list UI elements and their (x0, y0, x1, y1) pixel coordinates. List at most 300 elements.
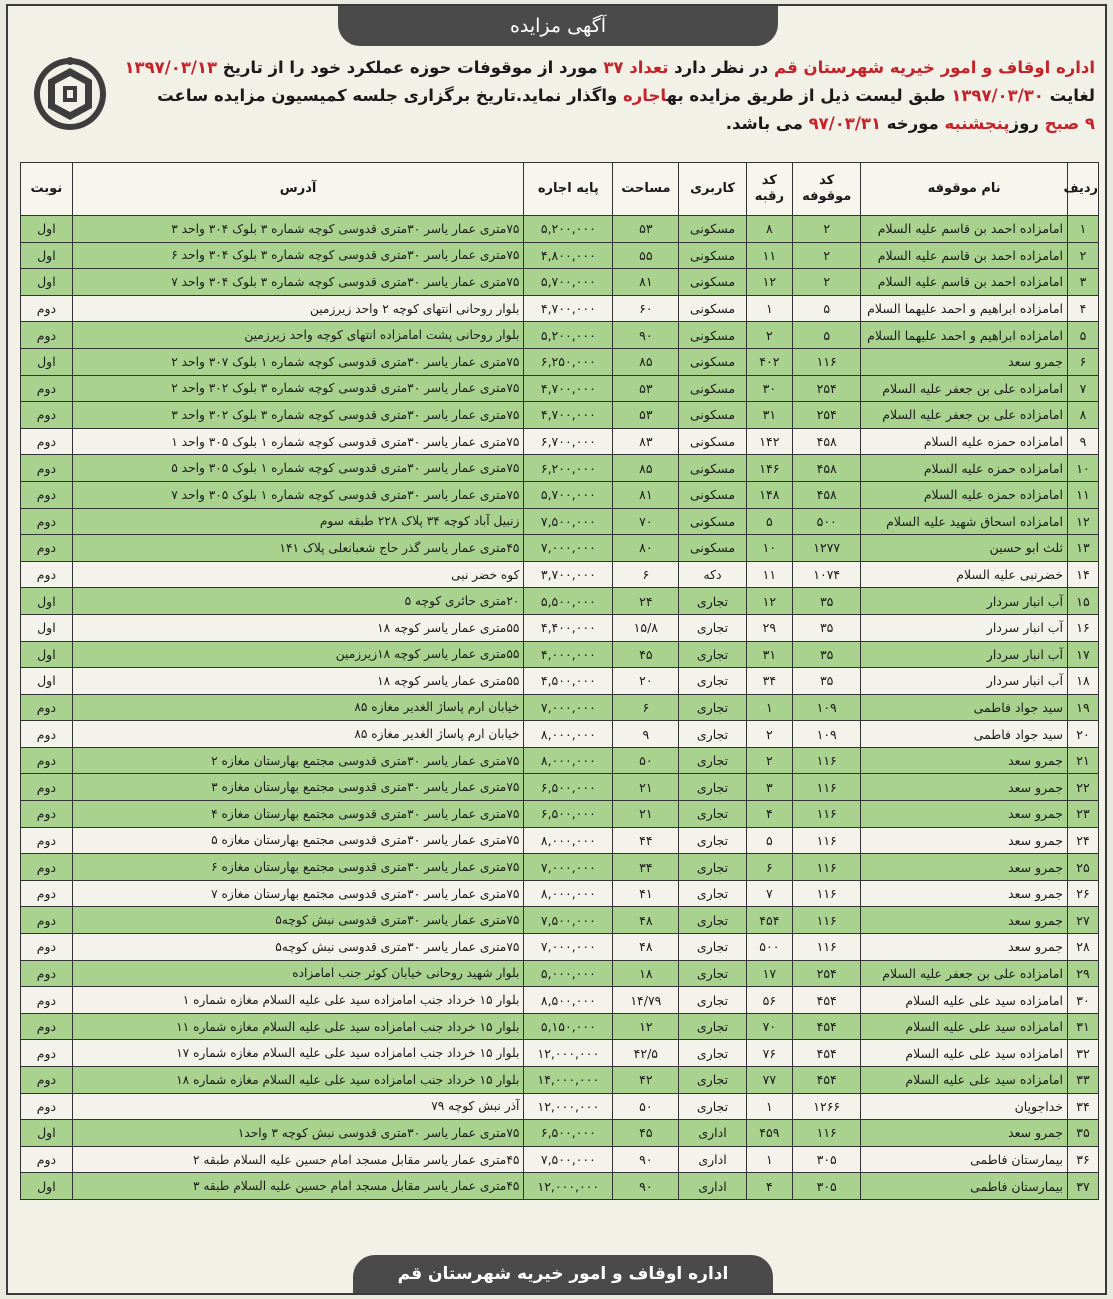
table-row (21, 827, 1099, 854)
cell-endowment-name: آب انبار سردار (861, 668, 1068, 695)
cell-usage: مسکونی (679, 455, 746, 482)
table-row (21, 880, 1099, 907)
cell-row-number: ۶ (1068, 348, 1099, 375)
cell-area: ۹ (613, 721, 679, 748)
cell-address: ۵۵متری عمار یاسر کوچه ۱۸ (72, 668, 524, 695)
cell-area: ۴۵ (613, 641, 679, 668)
cell-endowment-code: ۴۵۴ (793, 1013, 861, 1040)
table-row (21, 854, 1099, 881)
cell-endowment-code: ۱۱۶ (793, 880, 861, 907)
cell-row-number: ۲۷ (1068, 907, 1099, 934)
table-row (21, 561, 1099, 588)
cell-base-rent: ۵,۲۰۰,۰۰۰ (524, 216, 613, 243)
cell-endowment-code: ۲ (793, 269, 861, 296)
cell-parcel-code: ۱ (746, 1093, 793, 1120)
cell-address: بلوار ۱۵ خرداد جنب امامزاده سید علی علیه السلام مغازه شماره ۱ (72, 987, 524, 1014)
cell-address: آذر نبش کوچه ۷۹ (72, 1093, 524, 1120)
cell-usage: تجاری (679, 641, 746, 668)
column-header-parcel-code: کد رقبه (746, 163, 793, 216)
table-row (21, 774, 1099, 801)
cell-round: دوم (21, 721, 73, 748)
cell-base-rent: ۵,۰۰۰,۰۰۰ (524, 960, 613, 987)
table-row (21, 721, 1099, 748)
table-row (21, 1093, 1099, 1120)
cell-address: ۵۵متری عمار یاسر کوچه ۱۸ (72, 614, 524, 641)
cell-usage: مسکونی (679, 428, 746, 455)
cell-row-number: ۱۰ (1068, 455, 1099, 482)
cell-usage: اداری (679, 1120, 746, 1147)
intro-text: واگذار نماید.تاریخ برگزاری جلسه کمیسیون مزایده ساعت (157, 86, 624, 105)
cell-area: ۸۵ (613, 348, 679, 375)
cell-endowment-name: امامزاده ابراهیم و احمد علیهما السلام (861, 322, 1068, 349)
cell-parcel-code: ۱۱ (746, 242, 793, 269)
table-row (21, 614, 1099, 641)
cell-base-rent: ۴,۷۰۰,۰۰۰ (524, 295, 613, 322)
cell-round: دوم (21, 907, 73, 934)
cell-row-number: ۲۰ (1068, 721, 1099, 748)
cell-row-number: ۱۱ (1068, 481, 1099, 508)
cell-address: بلوار ۱۵ خرداد جنب امامزاده سید علی علیه السلام مغازه شماره ۱۸ (72, 1067, 524, 1094)
cell-area: ۵۰ (613, 1093, 679, 1120)
cell-row-number: ۲ (1068, 242, 1099, 269)
cell-address: ۷۵متری عمار یاسر ۳۰متری قدوسی نبش کوچه۵ (72, 934, 524, 961)
cell-address: ۷۵متری عمار یاسر ۳۰متری قدوسی نبش کوچه ۳ واحد۱ (72, 1120, 524, 1147)
cell-usage: مسکونی (679, 348, 746, 375)
cell-area: ۶۰ (613, 295, 679, 322)
cell-base-rent: ۵,۷۰۰,۰۰۰ (524, 269, 613, 296)
cell-area: ۴۴ (613, 827, 679, 854)
column-header-row-number: ردیف (1068, 163, 1099, 216)
intro-line-1 (105, 54, 1095, 82)
cell-endowment-name: امامزاده علی بن جعفر علیه السلام (861, 402, 1068, 429)
cell-row-number: ۳۴ (1068, 1093, 1099, 1120)
cell-area: ۸۱ (613, 269, 679, 296)
table-row (21, 987, 1099, 1014)
cell-usage: تجاری (679, 694, 746, 721)
cell-row-number: ۱۶ (1068, 614, 1099, 641)
cell-base-rent: ۶,۵۰۰,۰۰۰ (524, 774, 613, 801)
cell-parcel-code: ۱ (746, 694, 793, 721)
cell-base-rent: ۴,۷۰۰,۰۰۰ (524, 375, 613, 402)
table-row (21, 1067, 1099, 1094)
cell-parcel-code: ۵۰۰ (746, 934, 793, 961)
cell-endowment-name: جمرو سعد (861, 747, 1068, 774)
cell-area: ۱۴/۷۹ (613, 987, 679, 1014)
cell-row-number: ۲۶ (1068, 880, 1099, 907)
cell-round: دوم (21, 455, 73, 482)
cell-parcel-code: ۴۰۲ (746, 348, 793, 375)
cell-endowment-name: امامزاده حمزه علیه السلام (861, 455, 1068, 482)
cell-row-number: ۱۹ (1068, 694, 1099, 721)
table-row (21, 216, 1099, 243)
cell-endowment-code: ۴۵۸ (793, 481, 861, 508)
cell-endowment-code: ۳۰۵ (793, 1146, 861, 1173)
cell-endowment-name: جمرو سعد (861, 934, 1068, 961)
table-row (21, 960, 1099, 987)
cell-base-rent: ۵,۲۰۰,۰۰۰ (524, 322, 613, 349)
cell-round: اول (21, 588, 73, 615)
cell-usage: تجاری (679, 987, 746, 1014)
cell-base-rent: ۷,۵۰۰,۰۰۰ (524, 508, 613, 535)
cell-row-number: ۱۲ (1068, 508, 1099, 535)
cell-parcel-code: ۸ (746, 216, 793, 243)
cell-round: دوم (21, 880, 73, 907)
cell-parcel-code: ۳ (746, 774, 793, 801)
cell-endowment-code: ۵ (793, 322, 861, 349)
column-header-address: آدرس (72, 163, 524, 216)
cell-row-number: ۳۷ (1068, 1173, 1099, 1200)
cell-area: ۵۳ (613, 216, 679, 243)
cell-row-number: ۲۳ (1068, 801, 1099, 828)
cell-base-rent: ۸,۵۰۰,۰۰۰ (524, 987, 613, 1014)
cell-usage: تجاری (679, 1067, 746, 1094)
cell-endowment-code: ۱۱۶ (793, 1120, 861, 1147)
cell-address: ۷۵متری عمار یاسر ۳۰متری قدوسی کوچه شماره ۱ بلوک ۳۰۵ واحد ۵ (72, 455, 524, 482)
table-row (21, 455, 1099, 482)
cell-endowment-name: امامزاده سید علی علیه السلام (861, 1040, 1068, 1067)
cell-row-number: ۱ (1068, 216, 1099, 243)
table-row (21, 588, 1099, 615)
cell-round: دوم (21, 1093, 73, 1120)
cell-address: خیابان ارم پاساژ الغدیر مغازه ۸۵ (72, 694, 524, 721)
cell-address: ۷۵متری عمار یاسر ۳۰متری قدوسی مجتمع بهارستان مغازه ۶ (72, 854, 524, 881)
cell-endowment-code: ۵ (793, 295, 861, 322)
cell-round: دوم (21, 747, 73, 774)
cell-row-number: ۴ (1068, 295, 1099, 322)
cell-endowment-code: ۱۰۹ (793, 694, 861, 721)
cell-usage: تجاری (679, 747, 746, 774)
cell-address: ۷۵متری عمار یاسر ۳۰متری قدوسی مجتمع بهارستان مغازه ۵ (72, 827, 524, 854)
table-row (21, 322, 1099, 349)
cell-endowment-code: ۲۵۴ (793, 375, 861, 402)
cell-endowment-name: خضرنبی علیه السلام (861, 561, 1068, 588)
auction-table (20, 162, 1099, 1200)
cell-base-rent: ۶,۵۰۰,۰۰۰ (524, 801, 613, 828)
cell-row-number: ۱۷ (1068, 641, 1099, 668)
cell-endowment-code: ۴۵۴ (793, 1040, 861, 1067)
cell-parcel-code: ۳۱ (746, 402, 793, 429)
intro-text: در نظر دارد (668, 58, 774, 77)
cell-endowment-name: امامزاده احمد بن قاسم علیه السلام (861, 216, 1068, 243)
cell-base-rent: ۷,۰۰۰,۰۰۰ (524, 694, 613, 721)
cell-row-number: ۲۹ (1068, 960, 1099, 987)
cell-row-number: ۲۸ (1068, 934, 1099, 961)
cell-parcel-code: ۴۵۹ (746, 1120, 793, 1147)
cell-base-rent: ۷,۰۰۰,۰۰۰ (524, 854, 613, 881)
cell-base-rent: ۴,۰۰۰,۰۰۰ (524, 641, 613, 668)
cell-parcel-code: ۱ (746, 1146, 793, 1173)
cell-row-number: ۳۰ (1068, 987, 1099, 1014)
column-header-usage: کاربری (679, 163, 746, 216)
cell-endowment-code: ۵۰۰ (793, 508, 861, 535)
cell-endowment-code: ۱۱۶ (793, 348, 861, 375)
cell-endowment-name: آب انبار سردار (861, 588, 1068, 615)
cell-endowment-code: ۲۵۴ (793, 960, 861, 987)
cell-parcel-code: ۷۷ (746, 1067, 793, 1094)
cell-round: دوم (21, 854, 73, 881)
cell-area: ۹۰ (613, 322, 679, 349)
cell-address: ۲۰متری حائری کوچه ۵ (72, 588, 524, 615)
intro-line-3 (105, 110, 1095, 138)
cell-round: اول (21, 216, 73, 243)
cell-base-rent: ۷,۵۰۰,۰۰۰ (524, 907, 613, 934)
cell-parcel-code: ۳۱ (746, 641, 793, 668)
cell-address: ۷۵متری عمار یاسر ۳۰متری قدوسی کوچه شماره ۳ بلوک ۳۰۴ واحد ۳ (72, 216, 524, 243)
cell-area: ۵۰ (613, 747, 679, 774)
cell-round: دوم (21, 1146, 73, 1173)
cell-parcel-code: ۴ (746, 1173, 793, 1200)
cell-parcel-code: ۱۴۶ (746, 455, 793, 482)
cell-base-rent: ۴,۵۰۰,۰۰۰ (524, 668, 613, 695)
cell-row-number: ۹ (1068, 428, 1099, 455)
cell-usage: مسکونی (679, 481, 746, 508)
intro-count: تعداد ۳۷ (603, 58, 669, 77)
cell-usage: تجاری (679, 774, 746, 801)
cell-row-number: ۳۶ (1068, 1146, 1099, 1173)
cell-area: ۲۱ (613, 801, 679, 828)
cell-usage: مسکونی (679, 242, 746, 269)
cell-base-rent: ۸,۰۰۰,۰۰۰ (524, 747, 613, 774)
cell-base-rent: ۵,۱۵۰,۰۰۰ (524, 1013, 613, 1040)
cell-round: اول (21, 668, 73, 695)
cell-address: ۴۵متری عمار یاسر مقابل مسجد امام حسین علیه السلام طبقه ۲ (72, 1146, 524, 1173)
cell-round: دوم (21, 1013, 73, 1040)
cell-endowment-code: ۴۵۸ (793, 428, 861, 455)
cell-row-number: ۷ (1068, 375, 1099, 402)
cell-endowment-name: جمرو سعد (861, 827, 1068, 854)
cell-usage: تجاری (679, 1013, 746, 1040)
table-header-row (21, 163, 1099, 216)
cell-endowment-name: جمرو سعد (861, 907, 1068, 934)
cell-parcel-code: ۶ (746, 854, 793, 881)
cell-usage: مسکونی (679, 402, 746, 429)
cell-endowment-name: امامزاده علی بن جعفر علیه السلام (861, 960, 1068, 987)
cell-row-number: ۸ (1068, 402, 1099, 429)
cell-endowment-name: امامزاده احمد بن قاسم علیه السلام (861, 242, 1068, 269)
cell-base-rent: ۸,۰۰۰,۰۰۰ (524, 827, 613, 854)
cell-parcel-code: ۲ (746, 721, 793, 748)
cell-round: دوم (21, 694, 73, 721)
table-row (21, 801, 1099, 828)
cell-row-number: ۳۲ (1068, 1040, 1099, 1067)
cell-address: ۷۵متری عمار یاسر ۳۰متری قدوسی مجتمع بهارستان مغازه ۲ (72, 747, 524, 774)
cell-endowment-code: ۴۵۴ (793, 987, 861, 1014)
cell-endowment-code: ۱۱۶ (793, 774, 861, 801)
cell-endowment-code: ۱۱۶ (793, 747, 861, 774)
cell-endowment-name: آب انبار سردار (861, 614, 1068, 641)
cell-usage: تجاری (679, 880, 746, 907)
cell-area: ۸۳ (613, 428, 679, 455)
cell-endowment-name: جمرو سعد (861, 880, 1068, 907)
intro-text: مورخه (881, 114, 945, 133)
cell-row-number: ۲۲ (1068, 774, 1099, 801)
cell-endowment-code: ۱۱۶ (793, 827, 861, 854)
table-row (21, 668, 1099, 695)
cell-endowment-code: ۳۵ (793, 641, 861, 668)
cell-base-rent: ۱۲,۰۰۰,۰۰۰ (524, 1093, 613, 1120)
cell-usage: مسکونی (679, 269, 746, 296)
cell-parcel-code: ۵ (746, 508, 793, 535)
cell-endowment-name: امامزاده سید علی علیه السلام (861, 987, 1068, 1014)
table-row (21, 641, 1099, 668)
cell-row-number: ۲۴ (1068, 827, 1099, 854)
cell-address: ۷۵متری عمار یاسر ۳۰متری قدوسی مجتمع بهارستان مغازه ۴ (72, 801, 524, 828)
cell-area: ۴۸ (613, 907, 679, 934)
cell-endowment-name: جمرو سعد (861, 348, 1068, 375)
cell-row-number: ۲۱ (1068, 747, 1099, 774)
cell-row-number: ۱۵ (1068, 588, 1099, 615)
cell-base-rent: ۷,۵۰۰,۰۰۰ (524, 1146, 613, 1173)
cell-base-rent: ۶,۵۰۰,۰۰۰ (524, 1120, 613, 1147)
cell-base-rent: ۶,۲۵۰,۰۰۰ (524, 348, 613, 375)
cell-endowment-name: امامزاده احمد بن قاسم علیه السلام (861, 269, 1068, 296)
cell-base-rent: ۴,۴۰۰,۰۰۰ (524, 614, 613, 641)
cell-usage: اداری (679, 1173, 746, 1200)
cell-usage: دکه (679, 561, 746, 588)
cell-round: اول (21, 641, 73, 668)
cell-usage: تجاری (679, 721, 746, 748)
cell-area: ۴۱ (613, 880, 679, 907)
cell-endowment-code: ۱۱۶ (793, 934, 861, 961)
cell-endowment-name: سید جواد فاطمی (861, 694, 1068, 721)
cell-usage: تجاری (679, 614, 746, 641)
cell-address: ۷۵متری عمار یاسر ۳۰متری قدوسی کوچه شماره ۱ بلوک ۳۰۵ واحد ۱ (72, 428, 524, 455)
cell-endowment-code: ۳۵ (793, 668, 861, 695)
cell-base-rent: ۳,۷۰۰,۰۰۰ (524, 561, 613, 588)
cell-base-rent: ۷,۰۰۰,۰۰۰ (524, 934, 613, 961)
cell-address: ۴۵متری عمار یاسر مقابل مسجد امام حسین علیه السلام طبقه ۳ (72, 1173, 524, 1200)
cell-endowment-code: ۱۱۶ (793, 854, 861, 881)
cell-round: دوم (21, 322, 73, 349)
cell-endowment-name: ثلث ابو حسین (861, 535, 1068, 562)
cell-endowment-name: جمرو سعد (861, 801, 1068, 828)
cell-usage: تجاری (679, 668, 746, 695)
cell-address: ۷۵متری عمار یاسر ۳۰متری قدوسی مجتمع بهارستان مغازه ۳ (72, 774, 524, 801)
cell-address: ۷۵متری عمار یاسر ۳۰متری قدوسی کوچه شماره ۱ بلوک ۳۰۷ واحد ۲ (72, 348, 524, 375)
cell-endowment-name: امامزاده ابراهیم و احمد علیهما السلام (861, 295, 1068, 322)
table-row (21, 428, 1099, 455)
table-row (21, 934, 1099, 961)
cell-row-number: ۳۵ (1068, 1120, 1099, 1147)
cell-area: ۴۸ (613, 934, 679, 961)
cell-parcel-code: ۱۰ (746, 535, 793, 562)
cell-parcel-code: ۱۲ (746, 588, 793, 615)
cell-row-number: ۱۴ (1068, 561, 1099, 588)
cell-endowment-name: امامزاده سید علی علیه السلام (861, 1013, 1068, 1040)
cell-endowment-code: ۲ (793, 216, 861, 243)
table-row (21, 375, 1099, 402)
cell-endowment-code: ۳۵ (793, 614, 861, 641)
cell-usage: مسکونی (679, 375, 746, 402)
cell-round: دوم (21, 428, 73, 455)
cell-area: ۸۱ (613, 481, 679, 508)
cell-usage: تجاری (679, 934, 746, 961)
cell-address: ۷۵متری عمار یاسر ۳۰متری قدوسی کوچه شماره ۳ بلوک ۳۰۲ واحد ۲ (72, 375, 524, 402)
intro-org-name: اداره اوقاف و امور خیریه شهرستان قم (774, 58, 1095, 77)
cell-base-rent: ۵,۵۰۰,۰۰۰ (524, 588, 613, 615)
cell-round: دوم (21, 801, 73, 828)
cell-address: ۷۵متری عمار یاسر ۳۰متری قدوسی کوچه شماره ۳ بلوک ۳۰۲ واحد ۳ (72, 402, 524, 429)
cell-base-rent: ۷,۰۰۰,۰۰۰ (524, 535, 613, 562)
table-row (21, 481, 1099, 508)
cell-base-rent: ۵,۷۰۰,۰۰۰ (524, 481, 613, 508)
cell-base-rent: ۴,۸۰۰,۰۰۰ (524, 242, 613, 269)
cell-area: ۲۰ (613, 668, 679, 695)
cell-round: دوم (21, 402, 73, 429)
cell-address: بلوار ۱۵ خرداد جنب امامزاده سید علی علیه السلام مغازه شماره ۱۷ (72, 1040, 524, 1067)
intro-text: روز (1009, 114, 1045, 133)
cell-parcel-code: ۱۲ (746, 269, 793, 296)
cell-base-rent: ۶,۷۰۰,۰۰۰ (524, 428, 613, 455)
cell-round: دوم (21, 774, 73, 801)
cell-area: ۴۲/۵ (613, 1040, 679, 1067)
cell-area: ۲۱ (613, 774, 679, 801)
table-row (21, 907, 1099, 934)
cell-row-number: ۱۳ (1068, 535, 1099, 562)
cell-parcel-code: ۳۴ (746, 668, 793, 695)
cell-base-rent: ۸,۰۰۰,۰۰۰ (524, 721, 613, 748)
table-row (21, 1040, 1099, 1067)
cell-base-rent: ۱۲,۰۰۰,۰۰۰ (524, 1173, 613, 1200)
cell-area: ۸۵ (613, 455, 679, 482)
cell-parcel-code: ۷۰ (746, 1013, 793, 1040)
table-row (21, 1146, 1099, 1173)
cell-endowment-name: امامزاده علی بن جعفر علیه السلام (861, 375, 1068, 402)
cell-round: دوم (21, 934, 73, 961)
table-body (21, 216, 1099, 1200)
cell-parcel-code: ۱۴۸ (746, 481, 793, 508)
intro-text: لغایت (1043, 86, 1095, 105)
cell-endowment-code: ۲۵۴ (793, 402, 861, 429)
cell-endowment-code: ۱۰۹ (793, 721, 861, 748)
cell-parcel-code: ۷ (746, 880, 793, 907)
cell-address: زنبیل آباد کوچه ۳۴ پلاک ۲۲۸ طبقه سوم (72, 508, 524, 535)
table-row (21, 348, 1099, 375)
cell-endowment-code: ۳۰۵ (793, 1173, 861, 1200)
footer-org-name: اداره اوقاف و امور خیریه شهرستان قم (353, 1255, 773, 1293)
intro-session-date: ۹۷/۰۳/۳۱ (808, 114, 882, 133)
notice-title: آگهی مزایده (338, 6, 778, 46)
cell-parcel-code: ۱۷ (746, 960, 793, 987)
cell-endowment-name: جمرو سعد (861, 774, 1068, 801)
cell-address: بلوار ۱۵ خرداد جنب امامزاده سید علی علیه السلام مغازه شماره ۱۱ (72, 1013, 524, 1040)
cell-usage: مسکونی (679, 216, 746, 243)
table-row (21, 402, 1099, 429)
table-row (21, 242, 1099, 269)
cell-endowment-name: جمرو سعد (861, 1120, 1068, 1147)
table-row (21, 295, 1099, 322)
cell-parcel-code: ۵۶ (746, 987, 793, 1014)
cell-parcel-code: ۲ (746, 322, 793, 349)
cell-address: ۵۵متری عمار یاسر کوچه ۱۸زیرزمین (72, 641, 524, 668)
intro-text: می باشد. (725, 114, 809, 133)
table-row (21, 1120, 1099, 1147)
cell-parcel-code: ۴ (746, 801, 793, 828)
cell-base-rent: ۶,۲۰۰,۰۰۰ (524, 455, 613, 482)
table-row (21, 269, 1099, 296)
intro-session-hour: ۹ صبح (1044, 114, 1095, 133)
cell-usage: مسکونی (679, 535, 746, 562)
cell-address: بلوار روحانی انتهای کوچه ۲ واحد زیرزمین (72, 295, 524, 322)
cell-address: ۷۵متری عمار یاسر ۳۰متری قدوسی کوچه شماره ۱ بلوک ۳۰۵ واحد ۷ (72, 481, 524, 508)
cell-parcel-code: ۳۰ (746, 375, 793, 402)
cell-address: ۷۵متری عمار یاسر ۳۰متری قدوسی کوچه شماره ۳ بلوک ۳۰۴ واحد ۷ (72, 269, 524, 296)
cell-address: ۴۵متری عمار یاسر گذر حاج شعبانعلی پلاک ۱۴۱ (72, 535, 524, 562)
notice-page (6, 4, 1107, 1295)
column-header-base-rent: پایه اجاره (524, 163, 613, 216)
cell-usage: تجاری (679, 1093, 746, 1120)
cell-round: دوم (21, 561, 73, 588)
